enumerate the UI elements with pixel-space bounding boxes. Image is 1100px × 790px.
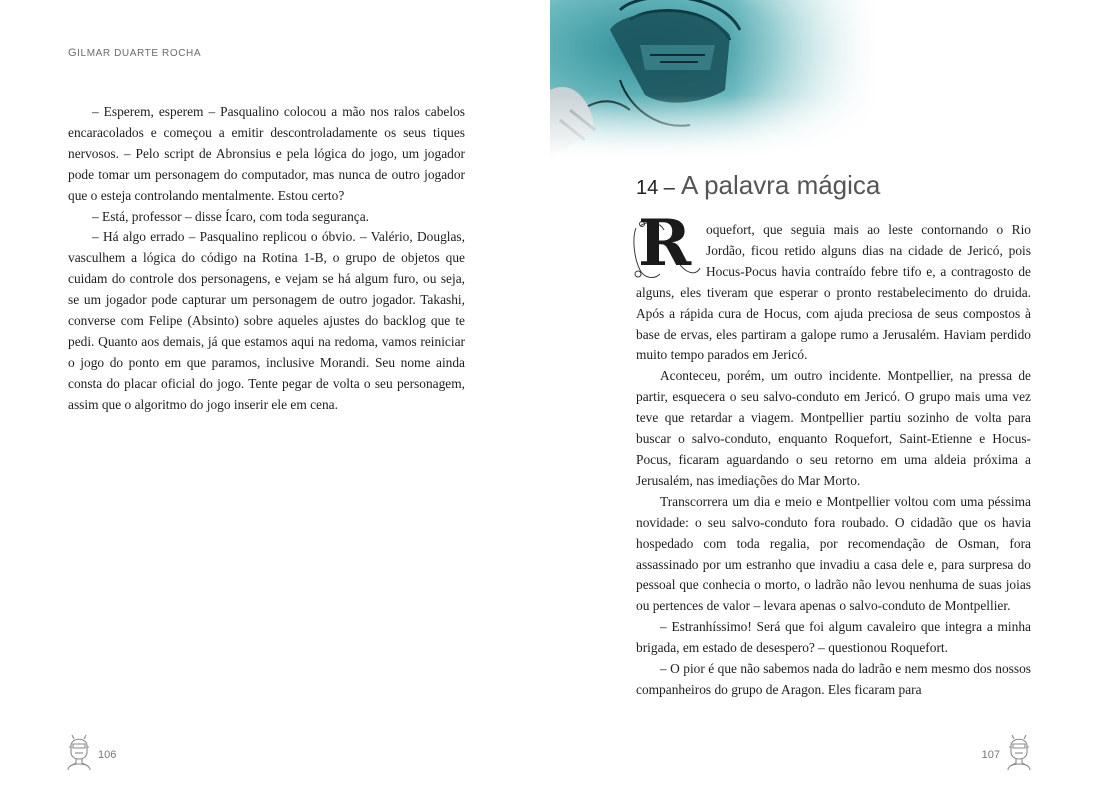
running-head-author: GILMAR DUARTE ROCHA	[68, 47, 202, 59]
paragraph: – O pior é que não sabemos nada do ladrão e nem mesmo dos nossos companheiros do grupo de Aragon. Eles ficaram para	[636, 661, 1031, 697]
paragraph: – Estranhíssimo! Será que foi algum cavaleiro que integra a minha brigada, em estado de desespero? – questionou Roquefort.	[636, 619, 1031, 656]
robot-head-icon	[1004, 732, 1034, 773]
paragraph: – Esperem, esperem – Pasqualino colocou a mão nos ralos cabelos encaracolados e começou a emitir descontroladamente os seus tiques nervosos. – Pelo script de Abronsius e pela lógica do jogo, um jogador pode tomar um personagem do computador, mas nunca de outro jogador que o esteja controlando mentalmente. Estou certo?	[68, 104, 465, 203]
right-body-text	[636, 206, 1031, 701]
left-body-text	[68, 102, 465, 416]
chapter-number: 14 –	[636, 177, 675, 199]
paragraph: – Há algo errado – Pasqualino replicou o óbvio. – Valério, Douglas, vasculhem a lógica do código na Rotina 1-B, o grupo de objetos que cuidam do controle dos personagens, e vejam se há algum furo, ou seja, se um jogador pode capturar um personagem de outro jogador. Takashi, converse com Felipe (Absinto) sobre aqueles ajustes do backlog que te pedi. Quanto aos demais, já que estamos aqui na redoma, vamos reiniciar o jogo do ponto em que paramos, inclusive Morandi. Seu nome ainda consta do placar oficial do jogo. Tente pegar de volta o seu personagem, assim que o algoritmo do jogo inserir ele em cena.	[68, 229, 465, 412]
chapter-title	[636, 170, 880, 201]
first-paragraph-text: oquefort, que seguia mais ao leste contornando o Rio Jordão, ficou retido alguns dias na cidade de Jericó, pois Hocus-Pocus havia contraído febre tifo e, a contragosto de alguns, eles tiveram que esperar o pronto restabelecimento do druida. Após a rápida cura de Hocus, com ajuda preciosa de seus compostos à base de ervas, eles partiram a galope rumo a Jerusalém. Haviam perdido muito tempo parados em Jericó.	[636, 222, 1031, 363]
paragraph: Transcorrera um dia e meio e Montpellier voltou com uma péssima novidade: o seu salvo-conduto fora roubado. O cidadão que os havia hospedado com toda regalia, por recomendação de Osman, fora assassinado por um estranho que invadiu a casa dele e, para surpresa do pessoal que conhecia o morto, o ladrão não levou nenhuma de suas joias ou pertences de valor – levara apenas o salvo-conduto de Montpellier.	[636, 493, 1031, 614]
paragraph: – Está, professor – disse Ícaro, com toda segurança.	[92, 208, 370, 224]
right-page	[550, 0, 1100, 790]
drop-cap-letter: R	[638, 206, 692, 281]
chapter-title-text: A palavra mágica	[680, 170, 881, 200]
robot-head-icon	[64, 732, 94, 773]
page-number: 106	[98, 749, 117, 761]
first-paragraph	[636, 206, 1031, 366]
paragraph: Aconteceu, porém, um outro incidente. Montpellier, na pressa de partir, esquecera o seu salvo-conduto em Jericó. O grupo mais uma vez teve que retardar a viagem. Montpellier partiu sozinho de volta para buscar o salvo-conduto, enquanto Roquefort, Saint-Etienne e Hocus-Pocus, ficaram aguardando o seu retorno em uma aldeia próxima a Jerusalém, nas imediações do Mar Morto.	[636, 368, 1031, 488]
drop-cap	[630, 206, 702, 282]
cyborg-helmet-artwork	[550, 0, 880, 158]
page-number: 107	[981, 749, 1000, 761]
